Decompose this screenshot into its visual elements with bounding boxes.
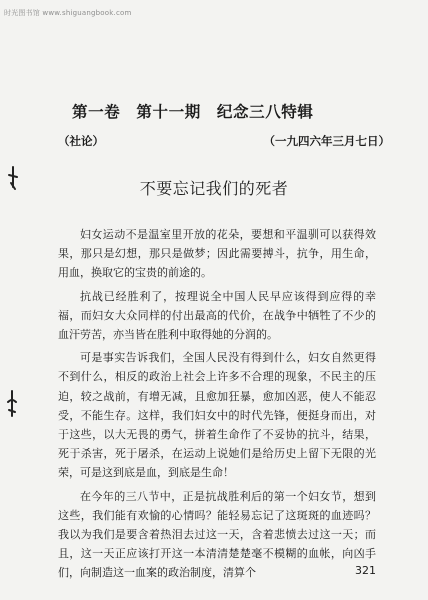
watermark-text: 时光图书馆 www.shiguangbook.com bbox=[4, 9, 132, 17]
binding-mark bbox=[5, 390, 19, 420]
paragraph: 抗战已经胜利了，按理说全中国人民早应该得到应得的幸福，而妇女大众同样的付出最高的代价，在战争中牺牲了不少的血汗劳苦，亦当皆在胜利中取得她的分润的。 bbox=[58, 289, 376, 342]
article-meta bbox=[58, 133, 390, 149]
page-number: 321 bbox=[355, 564, 376, 577]
article-body bbox=[58, 225, 376, 587]
paragraph: 可是事实告诉我们，全国人民没有得到什么，妇女自然更得不到什么，相反的政治上社会上许多不合理的现象，不民主的压迫，较之战前，有增无减，且愈加狂暴，愈加凶恶，使人不能忍受，不能生存。这样，我们妇女中的时代先锋，便挺身而出，对于这些，以大无畏的勇气，拼着生命作了不妥协的抗斗，结果，死于杀害，死于屠杀，在运动上说她们是给历史上留下无限的光荣，可是这到底是血，到底是生命！ bbox=[58, 351, 376, 480]
paragraph: 妇女运动不是温室里开放的花朵，要想和平温驯可以获得效果，那只是幻想，那只是做梦；因此需要搏斗，抗争，用生命，用血，换取它的宝贵的前途的。 bbox=[58, 228, 376, 280]
date-label: （一九四六年三月七日） bbox=[263, 134, 390, 148]
category-label: （社论） bbox=[58, 134, 104, 148]
issue-header: 第一卷 第十一期 纪念三八特辑 bbox=[72, 103, 314, 121]
article-title: 不要忘记我们的死者 bbox=[139, 179, 289, 198]
paragraph: 在今年的三八节中，正是抗战胜利后的第一个妇女节，想到这些，我们能有欢愉的心情吗？能轻易忘记了这斑斑的血迹吗？我以为我们是要含着热泪去过这一天，含着悲愤去过这一天；而且，这一天正应该打开这一本清清楚楚毫不模糊的血帐，向凶手们，向制造这一血案的政治制度，清算个 bbox=[58, 489, 376, 580]
